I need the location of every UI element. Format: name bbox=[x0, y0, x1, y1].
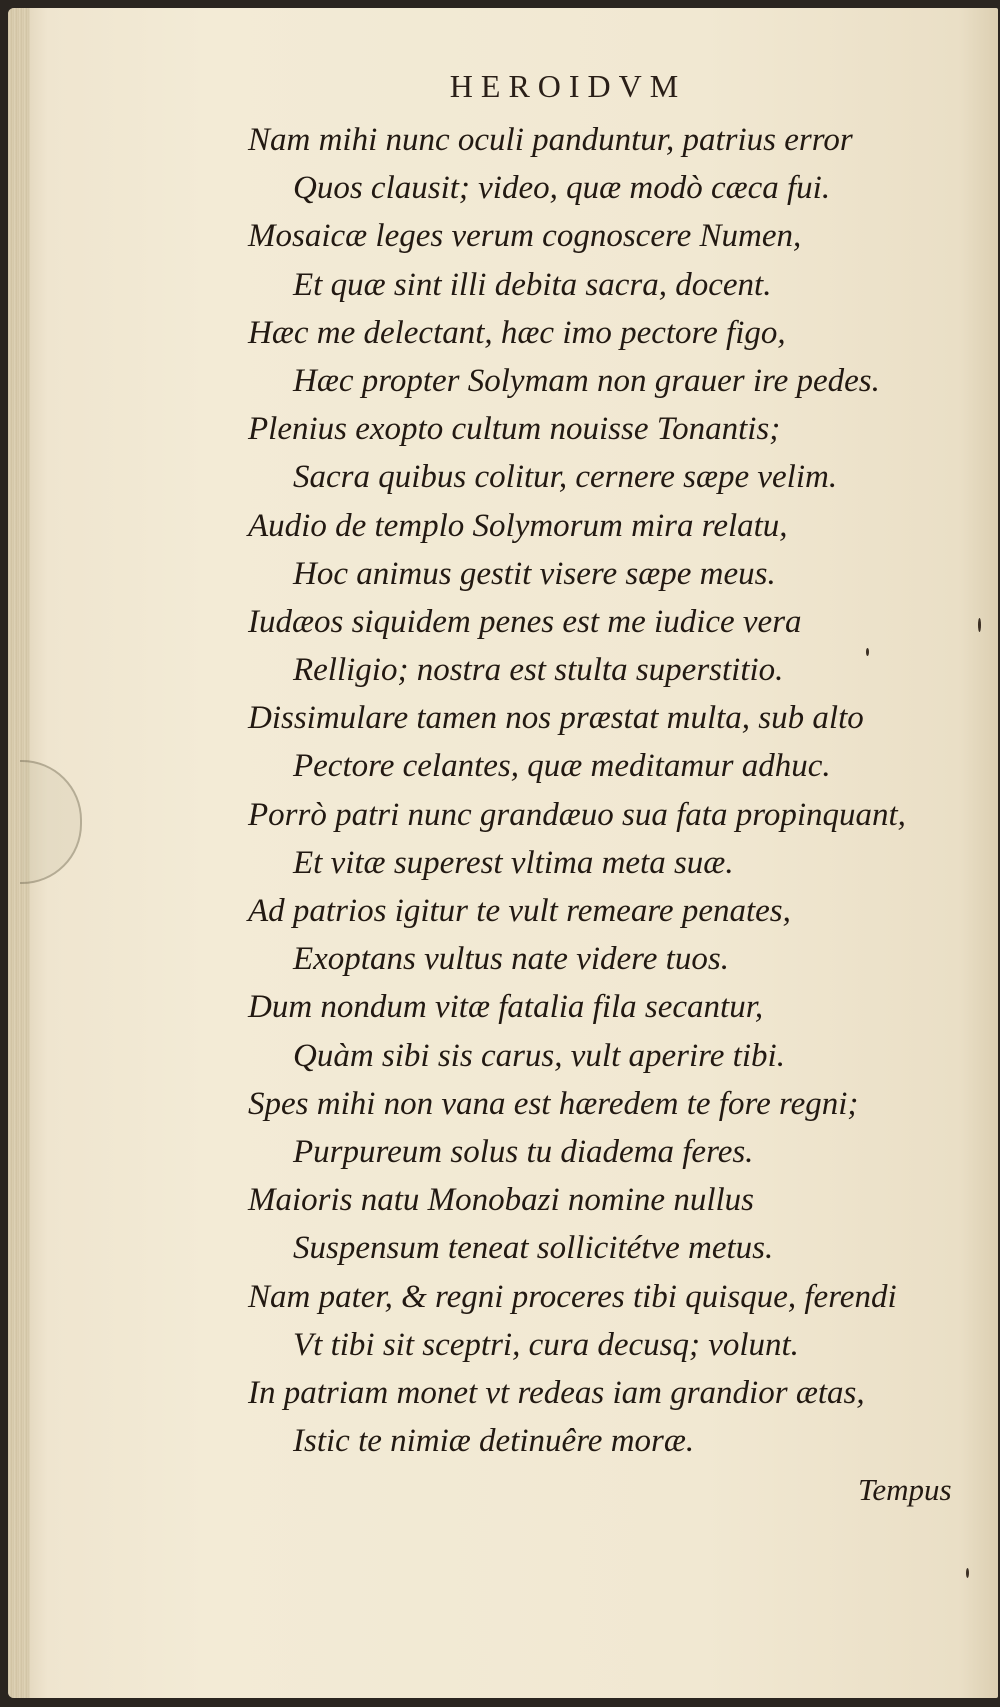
verse-line: Hæc propter Solymam non grauer ire pedes. bbox=[293, 362, 880, 399]
verse-line: Vt tibi sit sceptri, cura decusq; volunt. bbox=[293, 1326, 799, 1363]
catchword: Tempus bbox=[858, 1472, 952, 1507]
verse-line: Quos clausit; video, quæ modò cæca fui. bbox=[293, 170, 831, 207]
verse-line: In patriam monet vt redeas iam grandior ætas, bbox=[248, 1374, 865, 1411]
verse-line: Porrò patri nunc grandæuo sua fata propinquant, bbox=[248, 796, 906, 833]
ink-speck bbox=[866, 648, 869, 656]
verse-line: Et vitæ superest vltima meta suæ. bbox=[293, 844, 734, 881]
verse-line: Et quæ sint illi debita sacra, docent. bbox=[293, 266, 772, 303]
verse-line: Hoc animus gestit visere sæpe meus. bbox=[293, 555, 776, 592]
verse-block bbox=[8, 116, 998, 1465]
verse-line: Hæc me delectant, hæc imo pectore figo, bbox=[248, 314, 786, 351]
verse-line: Exoptans vultus nate videre tuos. bbox=[293, 941, 729, 978]
running-title: HEROIDVM bbox=[449, 68, 687, 104]
verse-line: Sacra quibus colitur, cernere sæpe velim. bbox=[293, 459, 838, 496]
verse-line: Dissimulare tamen nos præstat multa, sub alto bbox=[248, 700, 864, 737]
verse-line: Mosaicæ leges verum cognoscere Numen, bbox=[248, 218, 802, 255]
verse-line: Audio de templo Solymorum mira relatu, bbox=[248, 507, 788, 544]
verse-line: Quàm sibi sis carus, vult aperire tibi. bbox=[293, 1037, 785, 1074]
verse-line: Istic te nimiæ detinuêre moræ. bbox=[293, 1423, 695, 1460]
verse-line: Spes mihi non vana est hæredem te fore regni; bbox=[248, 1085, 859, 1122]
book-page bbox=[8, 8, 998, 1698]
verse-line: Dum nondum vitæ fatalia fila secantur, bbox=[248, 989, 764, 1026]
ink-speck bbox=[978, 618, 981, 632]
verse-line: Nam mihi nunc oculi panduntur, patrius error bbox=[248, 122, 853, 158]
verse-line: Nam pater, & regni proceres tibi quisque, ferendi bbox=[248, 1278, 897, 1315]
verse-line: Relligio; nostra est stulta superstitio. bbox=[293, 652, 784, 689]
verse-line: Ad patrios igitur te vult remeare penates, bbox=[248, 893, 791, 929]
verse-line: Suspensum teneat sollicitétve metus. bbox=[293, 1230, 774, 1267]
verse-line: Pectore celantes, quæ meditamur adhuc. bbox=[293, 748, 831, 785]
ink-speck bbox=[966, 1568, 969, 1578]
verse-line: Iudæos siquidem penes est me iudice vera bbox=[248, 603, 802, 640]
verse-line: Purpureum solus tu diadema feres. bbox=[293, 1133, 754, 1170]
verse-line: Plenius exopto cultum nouisse Tonantis; bbox=[248, 411, 781, 448]
verse-line: Maioris natu Monobazi nomine nullus bbox=[248, 1182, 755, 1219]
